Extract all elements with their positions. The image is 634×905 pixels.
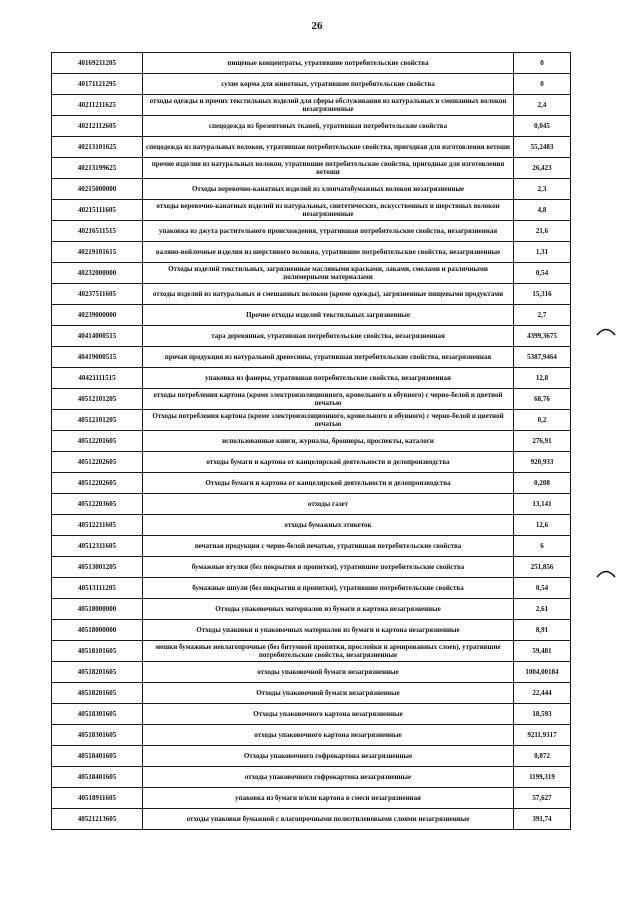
table-row [52, 578, 571, 599]
waste-name-cell: отходы газет [143, 494, 514, 515]
waste-amount-cell: 21,6 [514, 221, 571, 242]
table-row [52, 557, 571, 578]
waste-code-cell: 40237511605 [52, 284, 143, 305]
waste-name-cell: отходы упаковочного гофрокартона незагрязненные [143, 767, 514, 788]
waste-amount-cell: 0 [514, 74, 571, 95]
table-row [52, 326, 571, 347]
table-row [52, 641, 571, 662]
waste-name-cell: отходы одежды и прочих текстильных изделий для сферы обслуживания из натуральных и смешанных волокон незагрязненные [143, 95, 514, 116]
waste-name-cell: Отходы бумаги и картона от канцелярской деятельности и делопроизводства [143, 473, 514, 494]
waste-code-cell: 40239000000 [52, 305, 143, 326]
table-row [52, 242, 571, 263]
waste-code-cell: 40213199625 [52, 158, 143, 179]
table-row [52, 494, 571, 515]
waste-amount-cell: 0,872 [514, 746, 571, 767]
waste-amount-cell: 13,141 [514, 494, 571, 515]
waste-amount-cell: 2,3 [514, 179, 571, 200]
waste-name-cell: бумажные шпули (без покрытия и пропитки), утратившие потребительские свойства [143, 578, 514, 599]
waste-name-cell: отходы бумажных этикеток [143, 515, 514, 536]
waste-name-cell: валяно-войлочные изделия из шерстяного волокна, утратившие потребительские свойства, незагрязненные [143, 242, 514, 263]
waste-name-cell: мешки бумажные невлагопрочные (без битумной пропитки, прослойки и армированных слоев), утратившие потребительские свойства, незагрязненные [143, 641, 514, 662]
waste-amount-cell: 0 [514, 53, 571, 74]
waste-amount-cell: 12,6 [514, 515, 571, 536]
waste-amount-cell: 2,61 [514, 599, 571, 620]
table-row [52, 74, 571, 95]
table-row [52, 137, 571, 158]
waste-code-cell: 40232000000 [52, 263, 143, 284]
table-row [52, 263, 571, 284]
table-row [52, 389, 571, 410]
waste-name-cell: печатная продукция с черно-белой печатью, утратившая потребительские свойства [143, 536, 514, 557]
waste-amount-cell: 2,4 [514, 95, 571, 116]
waste-code-cell: 40518401605 [52, 767, 143, 788]
waste-amount-cell: 1,31 [514, 242, 571, 263]
waste-name-cell: отходы потребления картона (кроме электроизоляционного, кровельного и обувного) с черно-белой и цветной печатью [143, 389, 514, 410]
waste-amount-cell: 18,593 [514, 704, 571, 725]
page-number: 26 [311, 20, 323, 32]
waste-amount-cell: 6 [514, 536, 571, 557]
waste-code-cell: 40169211205 [52, 53, 143, 74]
table-row [52, 809, 571, 830]
waste-code-cell: 40518301605 [52, 704, 143, 725]
waste-amount-cell: 5387,9464 [514, 347, 571, 368]
waste-name-cell: Отходы изделий текстильных, загрязненные масляными красками, лаками, смолами и различными полимерными материалами [143, 263, 514, 284]
table-row [52, 179, 571, 200]
waste-code-cell: 40212112605 [52, 116, 143, 137]
waste-code-cell: 40421111515 [52, 368, 143, 389]
waste-name-cell: тара деревянная, утратившая потребительские свойства, незагрязненная [143, 326, 514, 347]
waste-amount-cell: 1199,319 [514, 767, 571, 788]
waste-code-cell: 40518201605 [52, 683, 143, 704]
table-row [52, 431, 571, 452]
table-row [52, 662, 571, 683]
waste-code-cell: 40419000515 [52, 347, 143, 368]
table-row [52, 347, 571, 368]
waste-name-cell: отходы упаковочного картона незагрязненные [143, 725, 514, 746]
table-row [52, 200, 571, 221]
table-row [52, 788, 571, 809]
table-row [52, 452, 571, 473]
table-row [52, 410, 571, 431]
table-row [52, 53, 571, 74]
waste-code-cell: 40518401605 [52, 746, 143, 767]
waste-name-cell: Отходы веревочно-канатных изделий из хлопчатобумажных волокон незагрязненные [143, 179, 514, 200]
waste-code-cell: 40512201605 [52, 431, 143, 452]
waste-amount-cell: 0,2 [514, 410, 571, 431]
table-row [52, 599, 571, 620]
waste-code-cell: 40518911605 [52, 788, 143, 809]
waste-name-cell: отходы бумаги и картона от канцелярской деятельности и делопроизводства [143, 452, 514, 473]
waste-code-cell: 40513111205 [52, 578, 143, 599]
waste-code-cell: 40171121295 [52, 74, 143, 95]
waste-code-cell: 40518000000 [52, 620, 143, 641]
table-row [52, 620, 571, 641]
table-row [52, 746, 571, 767]
waste-name-cell: отходы изделий из натуральных и смешанных волокон (кроме одежды), загрязненные пищевыми продуктами [143, 284, 514, 305]
table-row [52, 683, 571, 704]
waste-name-cell: упаковка из джута растительного происхождения, утратившая потребительские свойства, незагрязненная [143, 221, 514, 242]
waste-name-cell: Отходы потребления картона (кроме электроизоляционного, кровельного и обувного) с черно-белой и цветной печатью [143, 410, 514, 431]
waste-table [51, 52, 571, 830]
waste-amount-cell: 920,933 [514, 452, 571, 473]
waste-code-cell: 40512203605 [52, 494, 143, 515]
waste-table-body [52, 53, 571, 830]
table-row [52, 704, 571, 725]
table-row [52, 158, 571, 179]
waste-name-cell: бумажные втулки (без покрытия и пропитки), утратившие потребительские свойства [143, 557, 514, 578]
waste-amount-cell: 0,54 [514, 263, 571, 284]
waste-name-cell: использованные книги, журналы, брошюры, проспекты, каталоги [143, 431, 514, 452]
waste-amount-cell: 68,76 [514, 389, 571, 410]
table-row [52, 536, 571, 557]
waste-amount-cell: 15,316 [514, 284, 571, 305]
waste-amount-cell: 55,2483 [514, 137, 571, 158]
waste-name-cell: Прочие отходы изделий текстильных загрязненные [143, 305, 514, 326]
table-row [52, 515, 571, 536]
waste-amount-cell: 9211,9317 [514, 725, 571, 746]
table-row [52, 368, 571, 389]
waste-amount-cell: 4,8 [514, 200, 571, 221]
table-row [52, 305, 571, 326]
waste-code-cell: 40512101205 [52, 389, 143, 410]
waste-name-cell: упаковка из бумаги и/или картона в смеси незагрязненная [143, 788, 514, 809]
waste-name-cell: прочая продукция из натуральной древесины, утратившая потребительские свойства, незагрязненная [143, 347, 514, 368]
waste-name-cell: пищевые концентраты, утратившие потребительские свойства [143, 53, 514, 74]
waste-name-cell: Отходы упаковочной бумаги незагрязненные [143, 683, 514, 704]
waste-name-cell: отходы упаковочной бумаги незагрязненные [143, 662, 514, 683]
waste-amount-cell: 0,045 [514, 116, 571, 137]
waste-amount-cell: 59,481 [514, 641, 571, 662]
table-row [52, 284, 571, 305]
waste-name-cell: Отходы упаковочного картона незагрязненные [143, 704, 514, 725]
waste-amount-cell: 26,423 [514, 158, 571, 179]
waste-name-cell: отходы веревочно-канатных изделий из натуральных, синтетических, искусственных и шерстяных волокон незагрязненные [143, 200, 514, 221]
waste-amount-cell: 0,54 [514, 578, 571, 599]
waste-code-cell: 40512202605 [52, 473, 143, 494]
waste-name-cell: отходы упаковки бумажной с влагопрочными полиэтиленовыми слоями незагрязненные [143, 809, 514, 830]
waste-code-cell: 40512311605 [52, 536, 143, 557]
waste-amount-cell: 8,91 [514, 620, 571, 641]
waste-code-cell: 40414000515 [52, 326, 143, 347]
waste-amount-cell: 4399,3675 [514, 326, 571, 347]
waste-amount-cell: 12,8 [514, 368, 571, 389]
waste-amount-cell: 0,208 [514, 473, 571, 494]
waste-amount-cell: 22,444 [514, 683, 571, 704]
waste-amount-cell: 276,91 [514, 431, 571, 452]
waste-name-cell: Отходы упаковочного гофрокартона незагрязненные [143, 746, 514, 767]
waste-code-cell: 40518301605 [52, 725, 143, 746]
table-row [52, 221, 571, 242]
waste-code-cell: 40521213605 [52, 809, 143, 830]
table-row [52, 116, 571, 137]
waste-amount-cell: 391,74 [514, 809, 571, 830]
waste-name-cell: упаковка из фанеры, утратившая потребительские свойства, незагрязненная [143, 368, 514, 389]
waste-name-cell: спецодежда из брезентовых тканей, утратившая потребительские свойства [143, 116, 514, 137]
table-row [52, 473, 571, 494]
waste-amount-cell: 57,627 [514, 788, 571, 809]
waste-code-cell: 40216511515 [52, 221, 143, 242]
waste-amount-cell: 2,7 [514, 305, 571, 326]
waste-code-cell: 40213101625 [52, 137, 143, 158]
waste-code-cell: 40513001205 [52, 557, 143, 578]
waste-amount-cell: 251,856 [514, 557, 571, 578]
waste-name-cell: прочие изделия из натуральных волокон, утратившие потребительские свойства, пригодные для изготовления ветоши [143, 158, 514, 179]
scan-mark-arc-icon [596, 326, 616, 336]
waste-code-cell: 40512101205 [52, 410, 143, 431]
waste-code-cell: 40518000000 [52, 599, 143, 620]
waste-code-cell: 40211211625 [52, 95, 143, 116]
waste-code-cell: 40512211605 [52, 515, 143, 536]
waste-name-cell: спецодежда из натуральных волокон, утратившая потребительские свойства, пригодная для изготовления ветоши [143, 137, 514, 158]
table-row [52, 725, 571, 746]
table-row [52, 95, 571, 116]
waste-name-cell: Отходы упаковки и упаковочных материалов из бумаги и картона незагрязненные [143, 620, 514, 641]
waste-code-cell: 40512202605 [52, 452, 143, 473]
table-row [52, 767, 571, 788]
waste-code-cell: 40215000000 [52, 179, 143, 200]
waste-amount-cell: 1004,00184 [514, 662, 571, 683]
waste-code-cell: 40518101605 [52, 641, 143, 662]
scan-mark-arc-icon [596, 568, 616, 578]
waste-name-cell: сухие корма для животных, утратившие потребительские свойства [143, 74, 514, 95]
waste-code-cell: 40518201605 [52, 662, 143, 683]
waste-name-cell: Отходы упаковочных материалов из бумаги и картона незагрязненные [143, 599, 514, 620]
waste-code-cell: 40215111605 [52, 200, 143, 221]
waste-code-cell: 40219101615 [52, 242, 143, 263]
